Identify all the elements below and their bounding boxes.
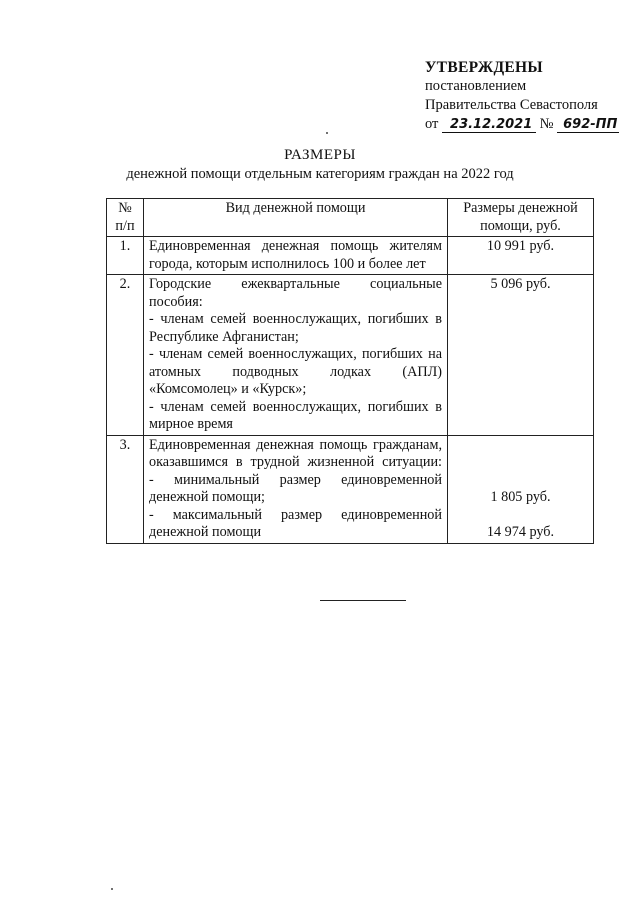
header-type: Вид денежной помощи bbox=[144, 199, 448, 237]
row-2-num: 2. bbox=[107, 275, 144, 436]
row-2-line-1: Городские ежеквартальные социальные пособия: bbox=[149, 276, 442, 310]
document-subtitle: денежной помощи отдельным категориям граждан на 2022 год bbox=[126, 166, 514, 182]
row-1-amount bbox=[448, 237, 594, 275]
header-num: № п/п bbox=[107, 199, 144, 237]
row-3-amount-gap bbox=[453, 506, 588, 524]
approval-title: УТВЕРЖДЕНЫ bbox=[425, 59, 543, 76]
number-label: № bbox=[539, 116, 554, 132]
row-1-line-1: Единовременная денежная помощь жителям города, которым исполнилось 100 и более лет bbox=[149, 238, 442, 272]
row-3-amount bbox=[448, 435, 594, 543]
row-3-line-3: - максимальный размер единовременной денежной помощи bbox=[149, 506, 442, 540]
scan-speck bbox=[326, 132, 328, 134]
handwritten-date: 23.12.2021 bbox=[442, 117, 536, 133]
row-2-type bbox=[144, 275, 448, 436]
approval-date-line bbox=[425, 115, 619, 134]
row-3-num: 3. bbox=[107, 435, 144, 543]
row-3-amount-spacer bbox=[453, 437, 588, 489]
row-2-line-3: - членам семей военнослужащих, погибших на атомных подводных лодках (АПЛ) «Комсомолец» и «Курск»; bbox=[149, 346, 442, 397]
table-row bbox=[107, 237, 594, 275]
row-1-type bbox=[144, 237, 448, 275]
table-row bbox=[107, 275, 594, 436]
handwritten-number: 692-ПП bbox=[557, 117, 619, 133]
row-2-line-2: - членам семей военнослужащих, погибших в Республике Афганистан; bbox=[149, 311, 442, 345]
approval-line-2: Правительства Севастополя bbox=[425, 97, 598, 113]
end-divider bbox=[320, 600, 406, 601]
row-2-amount-1: 5 096 руб. bbox=[490, 276, 551, 292]
row-1-num: 1. bbox=[107, 237, 144, 275]
row-3-amount-1: 1 805 руб. bbox=[490, 488, 551, 505]
row-3-line-2: - минимальный размер единовременной денежной помощи; bbox=[149, 471, 442, 505]
document-title: РАЗМЕРЫ bbox=[284, 147, 356, 163]
table-header-row bbox=[107, 199, 594, 237]
table-row bbox=[107, 435, 594, 543]
row-2-amount bbox=[448, 275, 594, 436]
approval-line-1: постановлением bbox=[425, 78, 527, 94]
approval-block bbox=[425, 58, 619, 134]
aid-table bbox=[106, 198, 594, 544]
scan-speck bbox=[111, 888, 113, 890]
header-amount: Размеры денежной помощи, руб. bbox=[448, 199, 594, 237]
row-2-line-4: - членам семей военнослужащих, погибших в мирное время bbox=[149, 398, 442, 432]
row-3-amount-2: 14 974 руб. bbox=[486, 523, 555, 540]
from-label: от bbox=[425, 116, 439, 132]
row-3-line-1: Единовременная денежная помощь гражданам, оказавшимся в трудной жизненной ситуации: bbox=[149, 436, 442, 470]
row-3-type bbox=[144, 435, 448, 543]
row-1-amount-1: 10 991 руб. bbox=[486, 238, 555, 254]
